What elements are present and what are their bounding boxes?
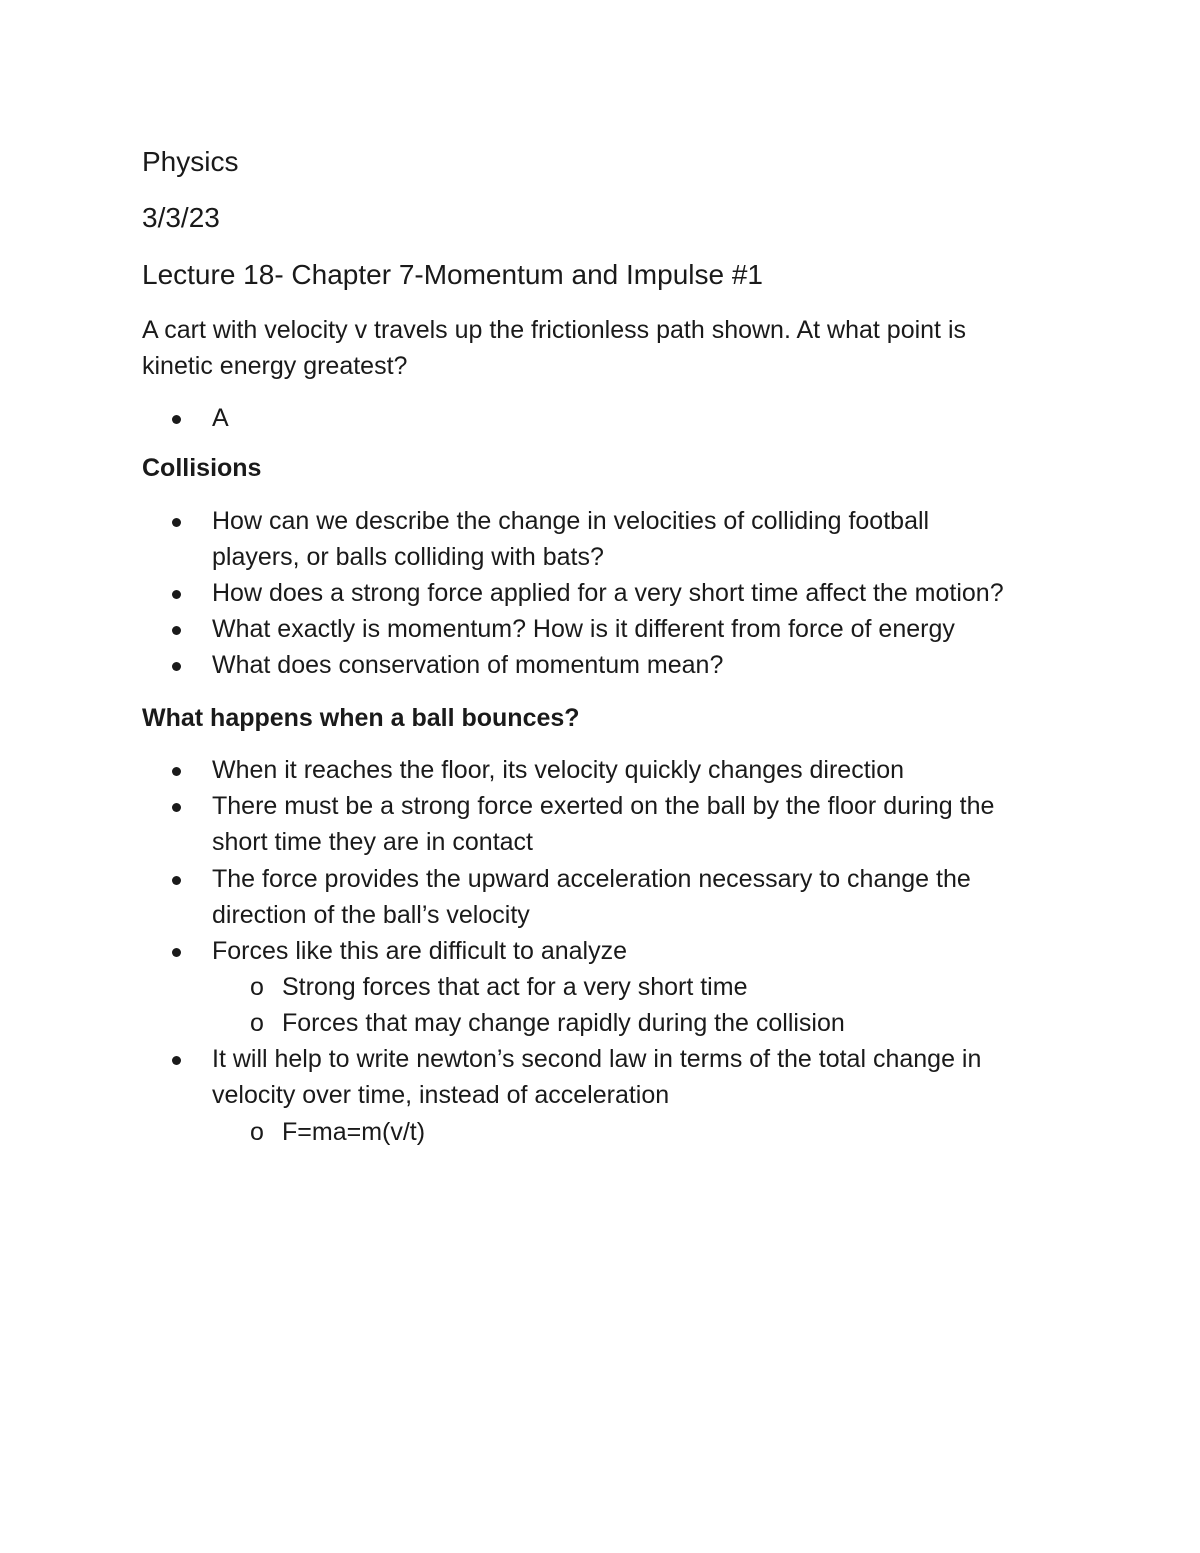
question-line-2: kinetic energy greatest? [142,352,408,380]
list-item-text: How does a strong force applied for a very short time affect the motion? [212,579,1004,607]
bullet-icon [172,518,181,527]
list-item-text: When it reaches the floor, its velocity quickly changes direction [212,756,905,784]
bullet-icon [172,662,181,671]
date-line: 3/3/23 [142,202,220,233]
list-item-text: What exactly is momentum? How is it different from force of energy [212,615,955,643]
bullet-icon [172,876,181,885]
answer-text: A [212,404,229,432]
sub-list-item-text: Forces that may change rapidly during the collision [282,1009,845,1037]
list-item-text: Forces like this are difficult to analyze [212,937,628,965]
list-item-text: The force provides the upward acceleration necessary to change the [212,865,971,893]
bounce-heading: What happens when a ball bounces? [142,704,580,732]
list-item-text: It will help to write newton’s second law in terms of the total change in [212,1045,982,1073]
circle-bullet-icon: o [250,1009,264,1037]
list-item-text: There must be a strong force exerted on the ball by the floor during the [212,792,995,820]
bullet-icon [172,1056,181,1065]
list-item-text: How can we describe the change in velocities of colliding football [212,507,930,535]
list-item-continuation: short time they are in contact [212,828,533,856]
bullet-icon [172,626,181,635]
collisions-heading: Collisions [142,454,262,482]
list-item-continuation: velocity over time, instead of acceleration [212,1081,670,1109]
bullet-icon [172,415,181,424]
question-line-1: A cart with velocity v travels up the frictionless path shown. At what point is [142,316,966,344]
lecture-title: Lecture 18- Chapter 7-Momentum and Impulse #1 [142,259,763,290]
sub-list-item-text: F=ma=m(v/t) [282,1118,426,1146]
subject-line: Physics [142,146,239,177]
bullet-icon [172,948,181,957]
sub-list-item-text: Strong forces that act for a very short time [282,973,748,1001]
circle-bullet-icon: o [250,973,264,1001]
bullet-icon [172,767,181,776]
list-item-text: What does conservation of momentum mean? [212,651,724,679]
circle-bullet-icon: o [250,1118,264,1146]
list-item-continuation: direction of the ball’s velocity [212,901,530,929]
bullet-icon [172,590,181,599]
bullet-icon [172,803,181,812]
list-item-continuation: players, or balls colliding with bats? [212,543,604,571]
